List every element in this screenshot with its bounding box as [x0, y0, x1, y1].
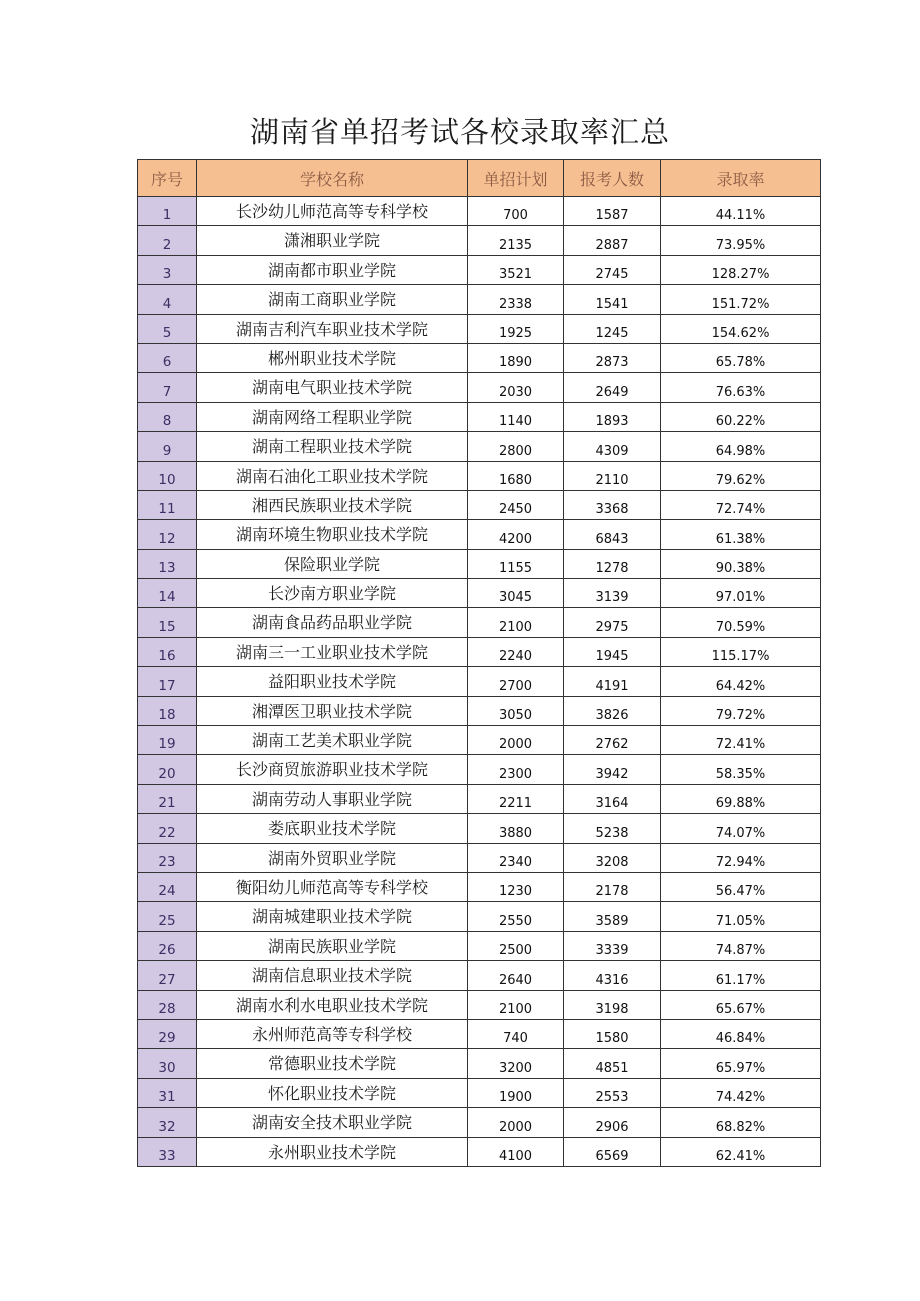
school-name: 湖南民族职业学院 [197, 931, 468, 960]
table-row [138, 814, 821, 843]
applicant-count: 3826 [564, 696, 661, 725]
admission-rate: 72.94% [661, 843, 821, 872]
admission-rate: 44.11% [661, 197, 821, 226]
admission-rate: 68.82% [661, 1108, 821, 1137]
school-name: 湖南环境生物职业技术学院 [197, 520, 468, 549]
table-row [138, 961, 821, 990]
school-name: 湖南电气职业技术学院 [197, 373, 468, 402]
table-row [138, 432, 821, 461]
table-row [138, 461, 821, 490]
row-index: 25 [138, 902, 197, 931]
row-index: 31 [138, 1078, 197, 1107]
applicant-count: 1580 [564, 1019, 661, 1048]
school-name: 湖南食品药品职业学院 [197, 608, 468, 637]
table-row [138, 608, 821, 637]
row-index: 16 [138, 637, 197, 666]
school-name: 衡阳幼儿师范高等专科学校 [197, 872, 468, 901]
row-index: 28 [138, 990, 197, 1019]
plan-count: 2100 [468, 608, 564, 637]
table-row [138, 1108, 821, 1137]
applicant-count: 2873 [564, 343, 661, 372]
row-index: 19 [138, 726, 197, 755]
plan-count: 2700 [468, 667, 564, 696]
admission-rate: 128.27% [661, 255, 821, 284]
admission-rate: 97.01% [661, 579, 821, 608]
plan-count: 1140 [468, 402, 564, 431]
plan-count: 2211 [468, 784, 564, 813]
applicant-count: 2553 [564, 1078, 661, 1107]
admission-rate: 69.88% [661, 784, 821, 813]
applicant-count: 4316 [564, 961, 661, 990]
admission-rate: 61.38% [661, 520, 821, 549]
header-school-name: 学校名称 [197, 160, 468, 197]
row-index: 23 [138, 843, 197, 872]
row-index: 27 [138, 961, 197, 990]
table-row [138, 285, 821, 314]
row-index: 7 [138, 373, 197, 402]
table-row [138, 637, 821, 666]
school-name: 长沙商贸旅游职业技术学院 [197, 755, 468, 784]
applicant-count: 4851 [564, 1049, 661, 1078]
applicant-count: 2110 [564, 461, 661, 490]
school-name: 长沙幼儿师范高等专科学校 [197, 197, 468, 226]
school-name: 湖南石油化工职业技术学院 [197, 461, 468, 490]
table-row [138, 990, 821, 1019]
school-name: 湖南工商职业学院 [197, 285, 468, 314]
school-name: 保险职业学院 [197, 549, 468, 578]
admission-rate: 154.62% [661, 314, 821, 343]
applicant-count: 1278 [564, 549, 661, 578]
admission-rate: 74.87% [661, 931, 821, 960]
school-name: 湘潭医卫职业技术学院 [197, 696, 468, 725]
school-name: 湖南网络工程职业学院 [197, 402, 468, 431]
plan-count: 2100 [468, 990, 564, 1019]
table-row [138, 902, 821, 931]
admission-rate: 74.07% [661, 814, 821, 843]
table-row [138, 255, 821, 284]
row-index: 15 [138, 608, 197, 637]
table-row [138, 402, 821, 431]
row-index: 1 [138, 197, 197, 226]
school-name: 怀化职业技术学院 [197, 1078, 468, 1107]
school-name: 湖南外贸职业学院 [197, 843, 468, 872]
row-index: 13 [138, 549, 197, 578]
plan-count: 1155 [468, 549, 564, 578]
row-index: 11 [138, 490, 197, 519]
applicant-count: 3589 [564, 902, 661, 931]
plan-count: 2500 [468, 931, 564, 960]
table-row [138, 784, 821, 813]
table-row [138, 373, 821, 402]
plan-count: 2000 [468, 726, 564, 755]
row-index: 9 [138, 432, 197, 461]
header-plan: 单招计划 [468, 160, 564, 197]
row-index: 20 [138, 755, 197, 784]
applicant-count: 3139 [564, 579, 661, 608]
applicant-count: 1541 [564, 285, 661, 314]
row-index: 29 [138, 1019, 197, 1048]
header-rate: 录取率 [661, 160, 821, 197]
plan-count: 2300 [468, 755, 564, 784]
plan-count: 3050 [468, 696, 564, 725]
school-name: 湖南安全技术职业学院 [197, 1108, 468, 1137]
row-index: 22 [138, 814, 197, 843]
school-name: 湖南水利水电职业技术学院 [197, 990, 468, 1019]
table-row [138, 1019, 821, 1048]
admission-rate: 64.98% [661, 432, 821, 461]
admission-rate: 71.05% [661, 902, 821, 931]
table-row [138, 549, 821, 578]
school-name: 湖南吉利汽车职业技术学院 [197, 314, 468, 343]
row-index: 12 [138, 520, 197, 549]
row-index: 18 [138, 696, 197, 725]
header-applicants: 报考人数 [564, 160, 661, 197]
table-row [138, 579, 821, 608]
plan-count: 2135 [468, 226, 564, 255]
table-row [138, 1137, 821, 1166]
applicant-count: 2906 [564, 1108, 661, 1137]
admission-rate: 115.17% [661, 637, 821, 666]
admission-rate: 73.95% [661, 226, 821, 255]
plan-count: 4200 [468, 520, 564, 549]
page-title: 湖南省单招考试各校录取率汇总 [249, 115, 670, 149]
applicant-count: 1945 [564, 637, 661, 666]
table-header-row [138, 160, 821, 197]
admission-rate: 74.42% [661, 1078, 821, 1107]
applicant-count: 3208 [564, 843, 661, 872]
plan-count: 4100 [468, 1137, 564, 1166]
row-index: 10 [138, 461, 197, 490]
row-index: 21 [138, 784, 197, 813]
applicant-count: 2178 [564, 872, 661, 901]
school-name: 湖南信息职业技术学院 [197, 961, 468, 990]
plan-count: 3200 [468, 1049, 564, 1078]
applicant-count: 4191 [564, 667, 661, 696]
row-index: 2 [138, 226, 197, 255]
table-row [138, 755, 821, 784]
admission-rate-table [137, 159, 821, 1167]
plan-count: 2640 [468, 961, 564, 990]
plan-count: 3045 [468, 579, 564, 608]
school-name: 湘西民族职业技术学院 [197, 490, 468, 519]
plan-count: 3880 [468, 814, 564, 843]
applicant-count: 3339 [564, 931, 661, 960]
admission-rate: 64.42% [661, 667, 821, 696]
plan-count: 1890 [468, 343, 564, 372]
admission-rate: 90.38% [661, 549, 821, 578]
applicant-count: 1893 [564, 402, 661, 431]
school-name: 湖南城建职业技术学院 [197, 902, 468, 931]
table-body [138, 197, 821, 1167]
admission-rate: 65.67% [661, 990, 821, 1019]
admission-rate: 62.41% [661, 1137, 821, 1166]
row-index: 5 [138, 314, 197, 343]
header-index: 序号 [138, 160, 197, 197]
admission-rate: 61.17% [661, 961, 821, 990]
school-name: 湖南三一工业职业技术学院 [197, 637, 468, 666]
table-row [138, 343, 821, 372]
row-index: 17 [138, 667, 197, 696]
school-name: 湖南工艺美术职业学院 [197, 726, 468, 755]
admission-rate: 65.97% [661, 1049, 821, 1078]
admission-rate: 151.72% [661, 285, 821, 314]
admission-rate: 79.62% [661, 461, 821, 490]
applicant-count: 6843 [564, 520, 661, 549]
table-row [138, 726, 821, 755]
plan-count: 1925 [468, 314, 564, 343]
row-index: 3 [138, 255, 197, 284]
table-row [138, 667, 821, 696]
applicant-count: 1245 [564, 314, 661, 343]
school-name: 娄底职业技术学院 [197, 814, 468, 843]
applicant-count: 2745 [564, 255, 661, 284]
table-row [138, 872, 821, 901]
school-name: 潇湘职业学院 [197, 226, 468, 255]
admission-rate: 72.74% [661, 490, 821, 519]
applicant-count: 3164 [564, 784, 661, 813]
plan-count: 2550 [468, 902, 564, 931]
plan-count: 3521 [468, 255, 564, 284]
plan-count: 2800 [468, 432, 564, 461]
plan-count: 2340 [468, 843, 564, 872]
table-row [138, 843, 821, 872]
applicant-count: 3198 [564, 990, 661, 1019]
table-row [138, 490, 821, 519]
plan-count: 2338 [468, 285, 564, 314]
admission-rate: 72.41% [661, 726, 821, 755]
table-row [138, 226, 821, 255]
row-index: 32 [138, 1108, 197, 1137]
table-row [138, 1049, 821, 1078]
plan-count: 2240 [468, 637, 564, 666]
plan-count: 1230 [468, 872, 564, 901]
row-index: 4 [138, 285, 197, 314]
table-row [138, 931, 821, 960]
applicant-count: 1587 [564, 197, 661, 226]
table-row [138, 520, 821, 549]
plan-count: 2000 [468, 1108, 564, 1137]
applicant-count: 3942 [564, 755, 661, 784]
plan-count: 2030 [468, 373, 564, 402]
table-row [138, 1078, 821, 1107]
school-name: 湖南都市职业学院 [197, 255, 468, 284]
plan-count: 2450 [468, 490, 564, 519]
admission-rate: 46.84% [661, 1019, 821, 1048]
plan-count: 1900 [468, 1078, 564, 1107]
school-name: 常德职业技术学院 [197, 1049, 468, 1078]
admission-rate: 60.22% [661, 402, 821, 431]
row-index: 14 [138, 579, 197, 608]
admission-rate: 70.59% [661, 608, 821, 637]
school-name: 益阳职业技术学院 [197, 667, 468, 696]
admission-rate: 56.47% [661, 872, 821, 901]
applicant-count: 4309 [564, 432, 661, 461]
row-index: 30 [138, 1049, 197, 1078]
row-index: 24 [138, 872, 197, 901]
admission-rate: 65.78% [661, 343, 821, 372]
row-index: 33 [138, 1137, 197, 1166]
school-name: 长沙南方职业学院 [197, 579, 468, 608]
school-name: 郴州职业技术学院 [197, 343, 468, 372]
admission-rate: 79.72% [661, 696, 821, 725]
applicant-count: 5238 [564, 814, 661, 843]
plan-count: 1680 [468, 461, 564, 490]
applicant-count: 2649 [564, 373, 661, 402]
applicant-count: 2887 [564, 226, 661, 255]
admission-rate: 76.63% [661, 373, 821, 402]
school-name: 永州师范高等专科学校 [197, 1019, 468, 1048]
school-name: 湖南劳动人事职业学院 [197, 784, 468, 813]
school-name: 永州职业技术学院 [197, 1137, 468, 1166]
plan-count: 740 [468, 1019, 564, 1048]
table-row [138, 314, 821, 343]
table-row [138, 197, 821, 226]
school-name: 湖南工程职业技术学院 [197, 432, 468, 461]
row-index: 8 [138, 402, 197, 431]
table-row [138, 696, 821, 725]
applicant-count: 2762 [564, 726, 661, 755]
admission-rate: 58.35% [661, 755, 821, 784]
row-index: 26 [138, 931, 197, 960]
applicant-count: 3368 [564, 490, 661, 519]
applicant-count: 2975 [564, 608, 661, 637]
applicant-count: 6569 [564, 1137, 661, 1166]
row-index: 6 [138, 343, 197, 372]
plan-count: 700 [468, 197, 564, 226]
